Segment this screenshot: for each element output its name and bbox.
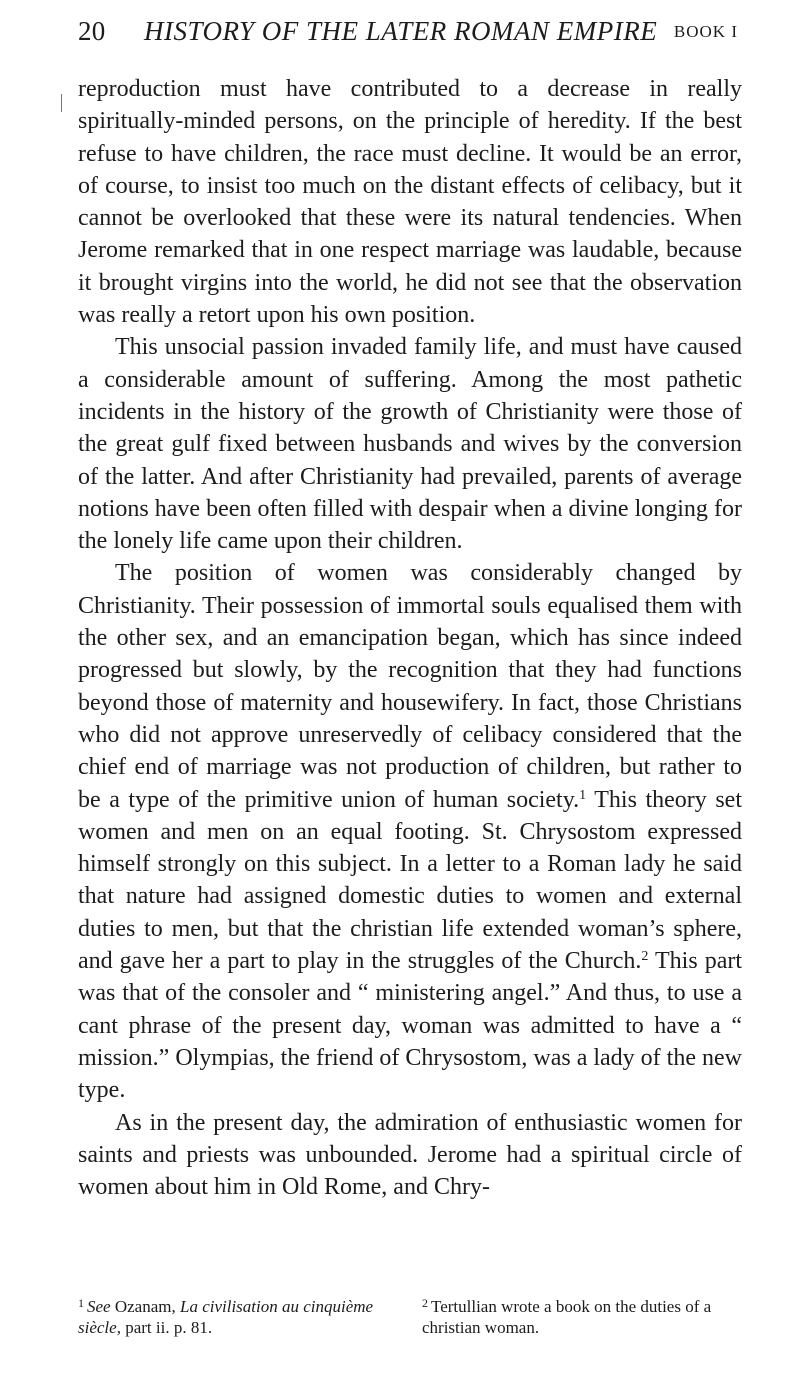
footnote-1-rest: , part ii. p. 81. — [116, 1318, 213, 1337]
margin-mark — [61, 94, 62, 112]
paragraph-4: As in the present day, the admiration of enthusiastic women for saints and priests was unbounded. Jerome had a spiritual circle of women about him in Old Rome, and Chry- — [78, 1109, 742, 1201]
paragraph-2: This unsocial passion invaded family life, and must have caused a considerable amount of suffering. Among the most pathetic incidents in the history of the growth of Christianity were those of the great gulf fixed between husbands and wives by the conversion of the latter. And after Christianity had prevailed, parents of average notions have been often filled with despair when a divine longing for the lonely life came upon their children. — [78, 334, 742, 555]
footnote-2-text: Tertullian wrote a book on the duties of a christian woman. — [422, 1297, 712, 1337]
paragraph-3 — [78, 557, 742, 1106]
footnotes — [78, 1293, 742, 1338]
footnote-ref-1: 1 — [579, 787, 587, 803]
book-label: BOOK I — [673, 22, 738, 41]
paragraph-1: reproduction must have contributed to a decrease in really spiritually-minded persons, on the principle of heredity. If the best refuse to have children, the race must decline. It would be an error, of course, to insist too much on the distant effects of celibacy, but it cannot be overlooked that these were its natural tendencies. When Jerome remarked that in one respect marriage was laudable, because it brought virgins into the world, he did not see that the observation was really a retort upon his own position. — [78, 76, 742, 329]
footnote-1-lead: See — [87, 1297, 111, 1316]
footnote-1-number: 1 — [78, 1296, 84, 1310]
running-header — [78, 14, 738, 54]
running-title: HISTORY OF THE LATER ROMAN EMPIRE — [144, 16, 658, 46]
footnote-2 — [422, 1293, 742, 1338]
paragraph-3-part-b: This theory set women and men on an equal footing. St. Chrysostom expressed himself strongly on this subject. In a letter to a Roman lady he said that nature had assigned domestic duties to women and external duties to men, but that the christian life extended woman’s sphere, and gave her a part to play in the struggles of the Church. — [78, 786, 742, 975]
paragraph-3-part-c: This part was that of the consoler and “ ministering angel.” And thus, to use a cant phrase of the present day, woman was admitted to have a “ mission.” Olympias, the friend of Chrysostom, was a lady of the new type. — [78, 948, 743, 1104]
page-number: 20 — [78, 16, 106, 46]
paragraph-3-part-a: The position of women was considerably changed by Christianity. Their possession of immortal souls equalised them with the other sex, and an emancipation began, which has since indeed progressed but slowly, by the recognition that they had functions beyond those of maternity and housewifery. In fact, those Christians who did not approve unreservedly of celibacy considered that the chief end of marriage was not production of children, but rather to be a type of the primitive union of human society. — [78, 560, 742, 813]
footnote-1 — [78, 1293, 398, 1338]
footnote-ref-2: 2 — [641, 949, 649, 965]
footnote-2-number: 2 — [422, 1296, 428, 1310]
footnote-1-work: La civilisation au cinquième siècle — [78, 1297, 374, 1337]
body-text — [78, 73, 742, 1203]
footnote-1-author: Ozanam, — [110, 1297, 180, 1316]
